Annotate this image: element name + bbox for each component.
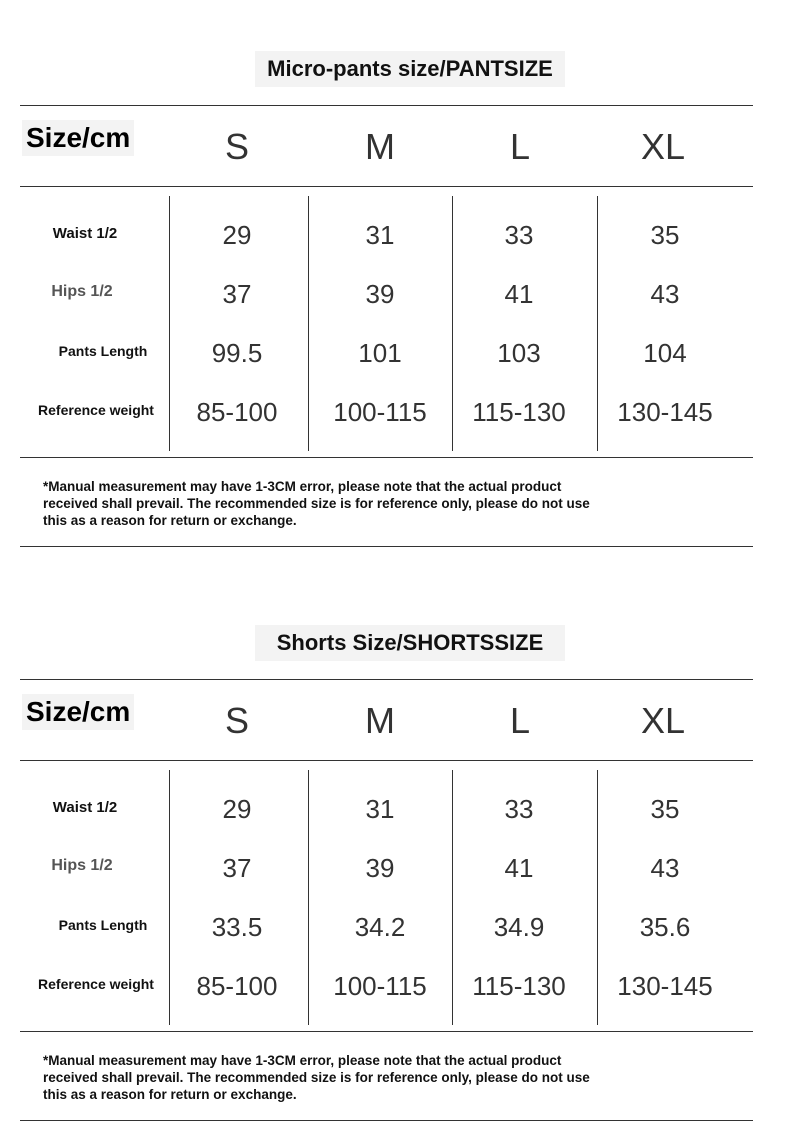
table-title: Shorts Size/SHORTSSIZE (255, 625, 565, 661)
table-cell: 29 (222, 220, 252, 250)
column-divider (308, 770, 309, 1025)
table-cell: 33.5 (211, 912, 263, 942)
table-cell: 35.6 (639, 912, 691, 942)
table-cell: 130-145 (617, 397, 713, 427)
table-cell: 37 (222, 853, 252, 883)
table-cell: 104 (643, 338, 687, 368)
table-cell: 33 (504, 220, 534, 250)
table-cell: 43 (650, 853, 680, 883)
table-cell: 101 (358, 338, 402, 368)
divider (20, 186, 753, 187)
row-label-hips: Hips 1/2 (51, 283, 113, 300)
size-unit-label: Size/cm (22, 694, 134, 730)
table-cell: 39 (365, 853, 395, 883)
table-cell: 37 (222, 279, 252, 309)
disclaimer-note: *Manual measurement may have 1-3CM error, please note that the actual product received shall prevail. The recommended size is for reference only, please do not use this as a reason for return or exchange. (43, 1053, 590, 1102)
row-label-length: Pants Length (58, 343, 148, 359)
table-cell: 33 (504, 794, 534, 824)
size-header-xl: XL (640, 700, 686, 741)
divider (20, 546, 753, 547)
row-label-weight: Reference weight (38, 402, 154, 418)
size-unit-label: Size/cm (22, 120, 134, 156)
table-cell: 41 (504, 853, 534, 883)
table-cell: 39 (365, 279, 395, 309)
size-header-m: M (365, 126, 395, 167)
table-cell: 31 (365, 794, 395, 824)
divider (20, 105, 753, 106)
table-cell: 115-130 (472, 971, 566, 1001)
table-cell: 41 (504, 279, 534, 309)
size-header-s: S (224, 700, 249, 741)
table-cell: 35 (650, 794, 680, 824)
column-divider (308, 196, 309, 451)
table-cell: 130-145 (617, 971, 713, 1001)
table-cell: 31 (365, 220, 395, 250)
disclaimer-note: *Manual measurement may have 1-3CM error, please note that the actual product received shall prevail. The recommended size is for reference only, please do not use this as a reason for return or exchange. (43, 479, 590, 528)
table-cell: 43 (650, 279, 680, 309)
row-label-hips: Hips 1/2 (51, 857, 113, 874)
row-label-weight: Reference weight (38, 976, 154, 992)
table-cell: 85-100 (196, 971, 278, 1001)
table-title: Micro-pants size/PANTSIZE (255, 51, 565, 87)
row-label-length: Pants Length (58, 917, 148, 933)
size-header-m: M (365, 700, 395, 741)
divider (20, 1120, 753, 1121)
table-cell: 85-100 (196, 397, 278, 427)
table-cell: 99.5 (211, 338, 263, 368)
table-cell: 100-115 (333, 971, 427, 1001)
table-cell: 34.2 (354, 912, 406, 942)
table-cell: 35 (650, 220, 680, 250)
table-cell: 103 (497, 338, 541, 368)
divider (20, 1031, 753, 1032)
size-header-l: L (509, 700, 531, 741)
table-cell: 100-115 (333, 397, 427, 427)
divider (20, 679, 753, 680)
row-label-waist: Waist 1/2 (52, 799, 118, 816)
size-header-s: S (224, 126, 249, 167)
size-header-l: L (509, 126, 531, 167)
divider (20, 760, 753, 761)
row-label-waist: Waist 1/2 (52, 225, 118, 242)
divider (20, 457, 753, 458)
table-cell: 29 (222, 794, 252, 824)
size-header-xl: XL (640, 126, 686, 167)
table-cell: 34.9 (493, 912, 545, 942)
table-cell: 115-130 (472, 397, 566, 427)
